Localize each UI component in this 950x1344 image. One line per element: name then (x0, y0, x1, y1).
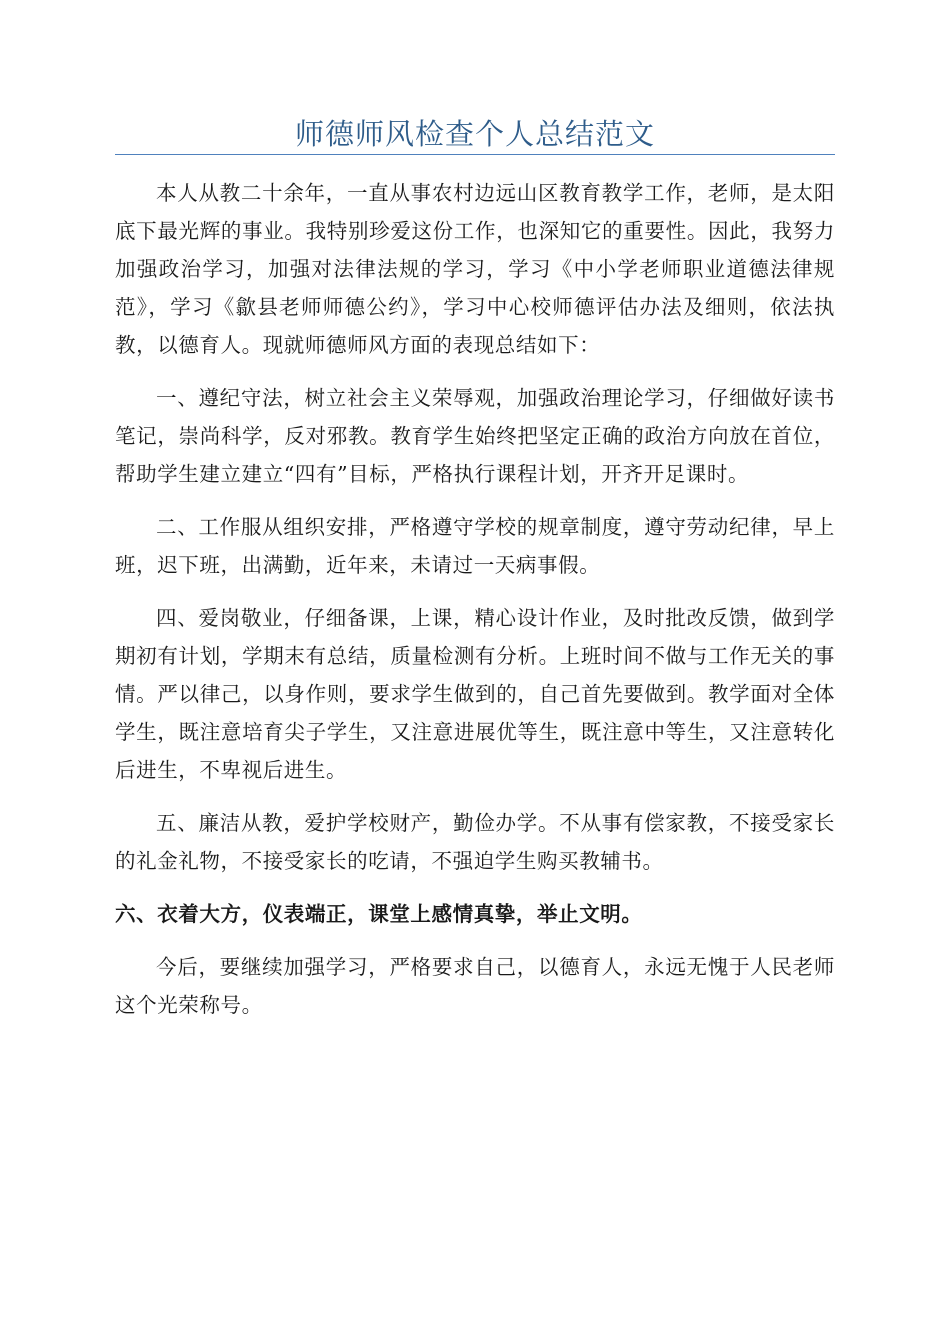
paragraph-section-4: 四、爱岗敬业，仔细备课，上课，精心设计作业，及时批改反馈，做到学期初有计划，学期末有总结，质量检测有分析。上班时间不做与工作无关的事情。严以律己，以身作则，要求学生做到的，自己首先要做到。教学面对全体学生，既注意培育尖子学生，又注意进展优等生，既注意中等生，又注意转化后进生，不卑视后进生。 (115, 606, 835, 782)
document-body (115, 174, 835, 1039)
paragraph-conclusion: 今后，要继续加强学习，严格要求自己，以德育人，永远无愧于人民老师这个光荣称号。 (115, 955, 835, 1017)
paragraph-section-1: 一、遵纪守法，树立社会主义荣辱观，加强政治理论学习，仔细做好读书笔记，崇尚科学，反对邪教。教育学生始终把坚定正确的政治方向放在首位，帮助学生建立建立“四有”目标，严格执行课程计划，开齐开足课时。 (115, 386, 835, 486)
paragraph-section-2: 二、工作服从组织安排，严格遵守学校的规章制度，遵守劳动纪律，早上班，迟下班，出满勤，近年来，未请过一天病事假。 (115, 515, 835, 577)
document-title: 师德师风检查个人总结范文 (294, 117, 655, 151)
paragraph-section-6: 六、衣着大方，仪表端正，课堂上感情真挚，举止文明。 (115, 902, 643, 926)
paragraph-section-5: 五、廉洁从教，爱护学校财产，勤俭办学。不从事有偿家教，不接受家长的礼金礼物，不接受家长的吃请，不强迫学生购买教辅书。 (115, 811, 835, 873)
title-underline (115, 154, 835, 155)
paragraph-intro: 本人从教二十余年，一直从事农村边远山区教育教学工作，老师，是太阳底下最光辉的事业。我特别珍爱这份工作，也深知它的重要性。因此，我努力加强政治学习，加强对法律法规的学习，学习《中小学老师职业道德法律规范》，学习《歙县老师师德公约》，学习中心校师德评估办法及细则，依法执教，以德育人。现就师德师风方面的表现总结如下： (115, 181, 835, 357)
